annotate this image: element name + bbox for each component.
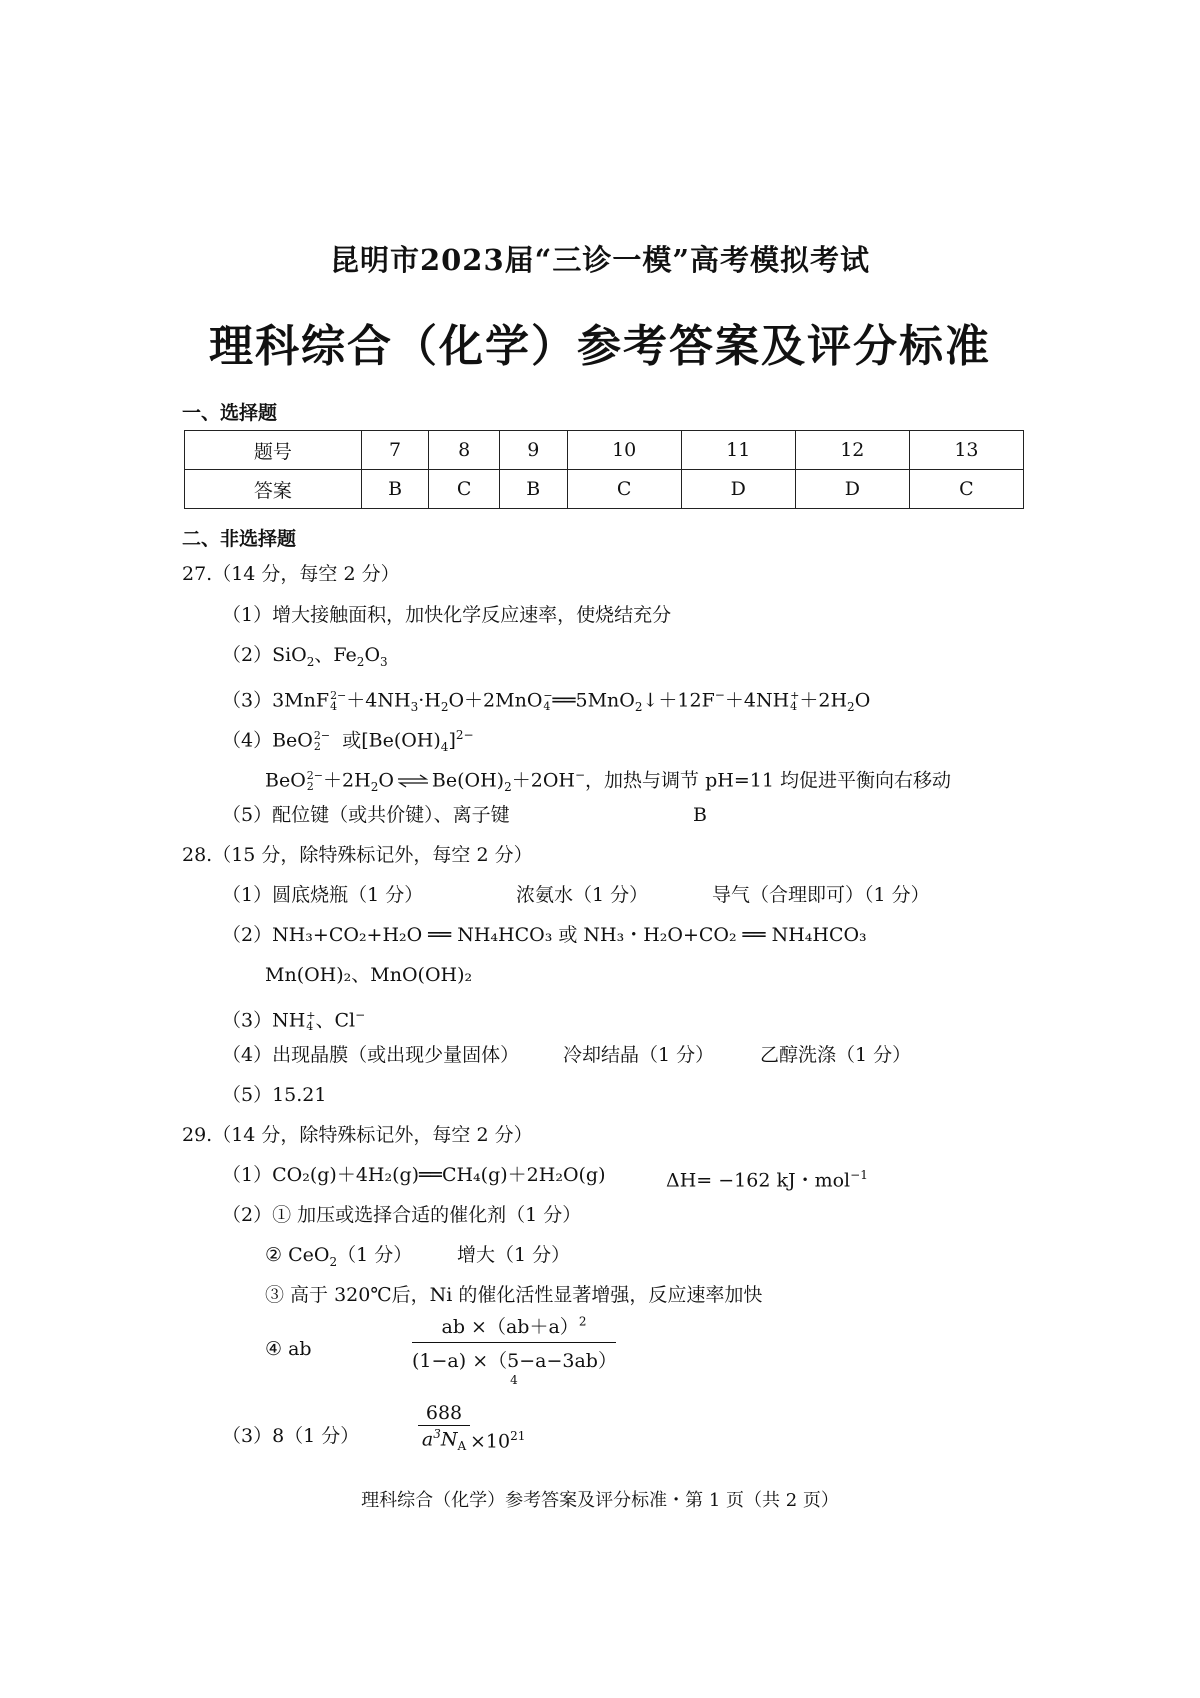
q29-part1-enthalpy: ΔH= −162 kJ・mol$^{-1}$ bbox=[666, 1168, 868, 1192]
density-multiplier: $\times 10^{21}$ bbox=[470, 1429, 526, 1453]
q27-heading: 27.（14 分，每空 2 分） bbox=[182, 563, 400, 585]
question-number: 8 bbox=[429, 431, 499, 470]
answer-cell: D bbox=[681, 470, 795, 509]
question-number: 13 bbox=[909, 431, 1023, 470]
question-number: 12 bbox=[795, 431, 909, 470]
q29-part2-1: （2）① 加压或选择合适的催化剂（1 分） bbox=[222, 1204, 582, 1226]
q28-part4-a: （4）出现晶膜（或出现少量固体） bbox=[222, 1044, 520, 1066]
question-number: 11 bbox=[681, 431, 795, 470]
fraction-numerator: 688 bbox=[425, 1402, 463, 1424]
row-label: 答案 bbox=[185, 470, 362, 509]
q28-part4-b: 冷却结晶（1 分） bbox=[563, 1044, 715, 1066]
density-fraction bbox=[418, 1402, 470, 1453]
answer-cell: C bbox=[567, 470, 681, 509]
q29-heading: 29.（14 分，除特殊标记外，每空 2 分） bbox=[182, 1124, 533, 1146]
answer-cell: B bbox=[361, 470, 429, 509]
q27-part5-answer: B bbox=[693, 804, 707, 826]
fraction-denominator: $(1-a) \times(5-a-3ab)^4$ bbox=[412, 1350, 617, 1387]
q27-part4-equilibrium: BeO 2− 2 $+2H_2O$ $Be(OH)_2+2OH^-$，加热与调节 pH=11 均促进平衡向右移动 bbox=[265, 768, 951, 795]
equilibrium-arrow-icon bbox=[396, 774, 430, 788]
answer-cell: C bbox=[909, 470, 1023, 509]
answer-cell: D bbox=[795, 470, 909, 509]
q27-part5: （5）配位键（或共价键）、离子键 bbox=[222, 804, 510, 826]
q28-part2-products: Mn(OH)₂、MnO(OH)₂ bbox=[265, 964, 473, 986]
q28-part2: （2）NH₃+CO₂+H₂O ══ NH₄HCO₃ 或 NH₃・H₂O+CO₂ ══ NH₄HCO₃ bbox=[222, 924, 867, 946]
row-label: 题号 bbox=[185, 431, 362, 470]
q28-part4-c: 乙醇洗涤（1 分） bbox=[760, 1044, 912, 1066]
question-number: 9 bbox=[499, 431, 567, 470]
q27-part2: （2）SiO$_2$、$Fe_2O_3$ bbox=[222, 644, 388, 669]
q28-part1-a: （1）圆底烧瓶（1 分） bbox=[222, 884, 424, 906]
table-row bbox=[185, 431, 1024, 470]
answer-table bbox=[184, 430, 1024, 509]
answer-cell: B bbox=[499, 470, 567, 509]
page-title: 理科综合（化学）参考答案及评分标准 bbox=[209, 321, 991, 372]
q28-part1-c: 导气（合理即可）（1 分） bbox=[712, 884, 930, 906]
q29-part2-4: ④ ab bbox=[265, 1338, 312, 1360]
q27-part1: （1）增大接触面积，加快化学反应速率，使烧结充分 bbox=[222, 604, 672, 626]
equilibrium-constant-fraction bbox=[412, 1312, 616, 1396]
q29-part2-2-b: 增大（1 分） bbox=[457, 1244, 571, 1266]
q29-part2-3: ③ 高于 320℃后，Ni 的催化活性显著增强，反应速率加快 bbox=[265, 1284, 763, 1306]
q29-part2-2-a: ② CeO$_2$（1 分） bbox=[265, 1244, 413, 1269]
question-number: 7 bbox=[361, 431, 429, 470]
q27-part3: （3）3MnF 2− 4 $+4NH_3\cdot H_2O+2MnO$ − 4 ══5MnO$_2$↓＋12F−＋4NH + 4 $+2H_2O$ bbox=[222, 688, 871, 715]
question-number: 10 bbox=[567, 431, 681, 470]
exam-title: 昆明市2023届“三诊一模”高考模拟考试 bbox=[329, 243, 871, 277]
fraction-numerator: ab $\times(ab+a)^2$ bbox=[441, 1314, 587, 1338]
section2-heading: 二、非选择题 bbox=[182, 528, 297, 550]
q29-part1: （1）CO₂(g)＋4H₂(g)══CH₄(g)＋2H₂O(g) bbox=[222, 1164, 606, 1186]
q29-part3: （3）8（1 分） bbox=[222, 1425, 360, 1447]
q28-part1-b: 浓氨水（1 分） bbox=[516, 884, 649, 906]
section1-heading: 一、选择题 bbox=[182, 402, 278, 424]
page-footer: 理科综合（化学）参考答案及评分标准・第 1 页（共 2 页） bbox=[361, 1490, 839, 1511]
q28-part5: （5）15.21 bbox=[222, 1084, 327, 1106]
q27-part4: （4）BeO 2− 2 或$[Be(OH)_4]^{2-}$ bbox=[222, 728, 474, 755]
fraction-denominator: $a^3N_A$ bbox=[421, 1427, 467, 1454]
q28-heading: 28.（15 分，除特殊标记外，每空 2 分） bbox=[182, 844, 533, 866]
q28-part3: （3）NH + 4 、Cl− bbox=[222, 1008, 366, 1034]
answer-cell: C bbox=[429, 470, 499, 509]
table-row bbox=[185, 470, 1024, 509]
